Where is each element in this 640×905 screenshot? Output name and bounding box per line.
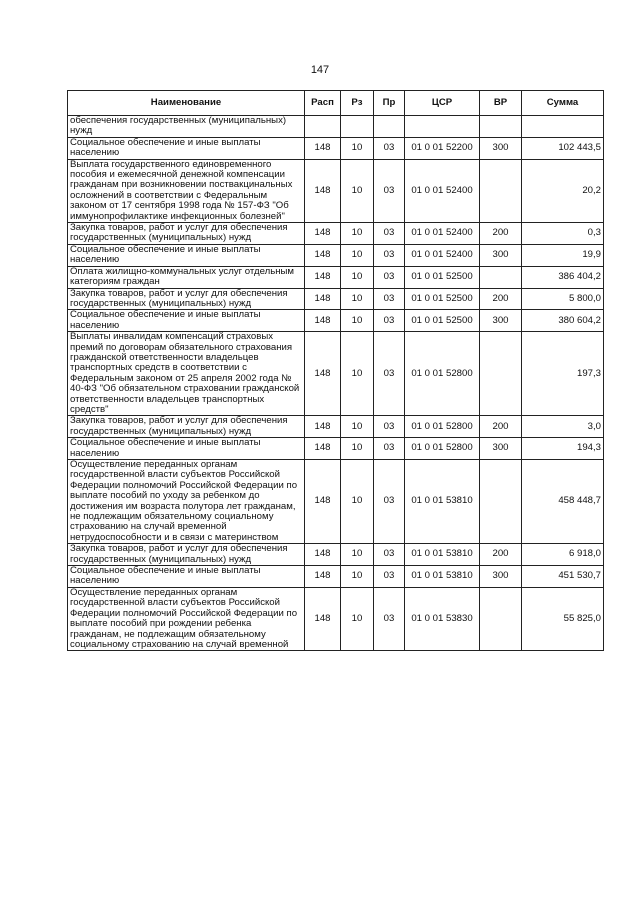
cell-rz: 10 bbox=[341, 460, 374, 544]
cell-vr: 200 bbox=[480, 416, 522, 438]
cell-name: обеспечения государственных (муниципальных) нужд bbox=[68, 116, 305, 138]
table-row bbox=[68, 460, 604, 544]
cell-sum bbox=[522, 116, 604, 138]
cell-rasp: 148 bbox=[305, 332, 341, 416]
cell-rasp: 148 bbox=[305, 310, 341, 332]
cell-sum: 0,3 bbox=[522, 223, 604, 245]
cell-rasp bbox=[305, 116, 341, 138]
cell-pr: 03 bbox=[374, 310, 405, 332]
table-row bbox=[68, 310, 604, 332]
cell-pr: 03 bbox=[374, 416, 405, 438]
cell-pr: 03 bbox=[374, 288, 405, 310]
cell-name: Выплата государственного единовременного пособия и ежемесячной денежной компенсации гражданам при возникновении поствакцинальных осложнений в соответствии с Федеральным законом от 17 сентября 1998 года № 157-ФЗ "Об иммунопрофилактике инфекционных болезней" bbox=[68, 159, 305, 222]
cell-rasp: 148 bbox=[305, 544, 341, 566]
cell-name: Оплата жилищно-коммунальных услуг отдельным категориям граждан bbox=[68, 266, 305, 288]
cell-csr: 01 0 01 52400 bbox=[405, 223, 480, 245]
cell-rz: 10 bbox=[341, 288, 374, 310]
cell-rz: 10 bbox=[341, 310, 374, 332]
cell-pr: 03 bbox=[374, 332, 405, 416]
budget-table bbox=[67, 90, 604, 651]
cell-pr: 03 bbox=[374, 266, 405, 288]
cell-rz: 10 bbox=[341, 332, 374, 416]
table-row bbox=[68, 159, 604, 222]
cell-vr: 200 bbox=[480, 544, 522, 566]
cell-name: Закупка товаров, работ и услуг для обеспечения государственных (муниципальных) нужд bbox=[68, 416, 305, 438]
cell-sum: 197,3 bbox=[522, 332, 604, 416]
cell-csr: 01 0 01 52800 bbox=[405, 332, 480, 416]
cell-csr: 01 0 01 52800 bbox=[405, 438, 480, 460]
cell-name: Социальное обеспечение и иные выплаты населению bbox=[68, 244, 305, 266]
cell-pr: 03 bbox=[374, 223, 405, 245]
cell-rz bbox=[341, 116, 374, 138]
cell-csr: 01 0 01 52200 bbox=[405, 137, 480, 159]
cell-vr: 200 bbox=[480, 223, 522, 245]
cell-vr: 300 bbox=[480, 137, 522, 159]
cell-rasp: 148 bbox=[305, 438, 341, 460]
cell-rz: 10 bbox=[341, 544, 374, 566]
cell-name: Осуществление переданных органам государственной власти субъектов Российской Федерации полномочий Российской Федерации по выплате пособий при рождении ребенка гражданам, не подлежащим обязательному социальному страхованию на случай временной bbox=[68, 587, 305, 650]
table-row bbox=[68, 544, 604, 566]
cell-vr: 300 bbox=[480, 566, 522, 588]
cell-rasp: 148 bbox=[305, 460, 341, 544]
cell-vr bbox=[480, 332, 522, 416]
cell-csr: 01 0 01 52500 bbox=[405, 266, 480, 288]
page-number: 147 bbox=[310, 64, 330, 76]
cell-pr: 03 bbox=[374, 460, 405, 544]
table-row bbox=[68, 244, 604, 266]
cell-vr bbox=[480, 159, 522, 222]
cell-csr: 01 0 01 52500 bbox=[405, 310, 480, 332]
cell-csr: 01 0 01 53810 bbox=[405, 460, 480, 544]
cell-name: Осуществление переданных органам государственной власти субъектов Российской Федерации полномочий Российской Федерации по выплате пособий по уходу за ребенком до достижения им возраста полутора лет гражданам, не подлежащим обязательному социальному страхованию на случай временной нетрудоспособности и в связи с материнством bbox=[68, 460, 305, 544]
cell-csr: 01 0 01 52800 bbox=[405, 416, 480, 438]
cell-vr bbox=[480, 266, 522, 288]
header-rz: Рз bbox=[341, 91, 374, 116]
cell-rasp: 148 bbox=[305, 266, 341, 288]
table-row bbox=[68, 288, 604, 310]
cell-vr bbox=[480, 460, 522, 544]
cell-rasp: 148 bbox=[305, 416, 341, 438]
cell-rasp: 148 bbox=[305, 288, 341, 310]
cell-vr bbox=[480, 116, 522, 138]
cell-rz: 10 bbox=[341, 566, 374, 588]
table-row bbox=[68, 266, 604, 288]
cell-pr: 03 bbox=[374, 244, 405, 266]
cell-name: Закупка товаров, работ и услуг для обеспечения государственных (муниципальных) нужд bbox=[68, 288, 305, 310]
cell-rz: 10 bbox=[341, 244, 374, 266]
cell-sum: 386 404,2 bbox=[522, 266, 604, 288]
cell-rasp: 148 bbox=[305, 223, 341, 245]
table-row bbox=[68, 137, 604, 159]
cell-rasp: 148 bbox=[305, 159, 341, 222]
cell-csr: 01 0 01 53810 bbox=[405, 566, 480, 588]
cell-rz: 10 bbox=[341, 587, 374, 650]
table-row bbox=[68, 116, 604, 138]
cell-vr: 300 bbox=[480, 438, 522, 460]
cell-rasp: 148 bbox=[305, 244, 341, 266]
table-row bbox=[68, 566, 604, 588]
cell-sum: 19,9 bbox=[522, 244, 604, 266]
cell-csr bbox=[405, 116, 480, 138]
cell-pr bbox=[374, 116, 405, 138]
cell-rz: 10 bbox=[341, 159, 374, 222]
cell-rasp: 148 bbox=[305, 566, 341, 588]
cell-rz: 10 bbox=[341, 416, 374, 438]
cell-pr: 03 bbox=[374, 137, 405, 159]
header-csr: ЦСР bbox=[405, 91, 480, 116]
cell-name: Социальное обеспечение и иные выплаты населению bbox=[68, 137, 305, 159]
cell-sum: 3,0 bbox=[522, 416, 604, 438]
cell-name: Социальное обеспечение и иные выплаты населению bbox=[68, 310, 305, 332]
cell-rz: 10 bbox=[341, 266, 374, 288]
cell-pr: 03 bbox=[374, 159, 405, 222]
header-row bbox=[68, 91, 604, 116]
header-sum: Сумма bbox=[522, 91, 604, 116]
cell-rz: 10 bbox=[341, 223, 374, 245]
cell-csr: 01 0 01 52400 bbox=[405, 244, 480, 266]
header-pr: Пр bbox=[374, 91, 405, 116]
header-rasp: Расп bbox=[305, 91, 341, 116]
cell-vr: 300 bbox=[480, 310, 522, 332]
cell-name: Закупка товаров, работ и услуг для обеспечения государственных (муниципальных) нужд bbox=[68, 544, 305, 566]
cell-sum: 55 825,0 bbox=[522, 587, 604, 650]
cell-vr: 200 bbox=[480, 288, 522, 310]
cell-sum: 20,2 bbox=[522, 159, 604, 222]
table-row bbox=[68, 438, 604, 460]
cell-sum: 5 800,0 bbox=[522, 288, 604, 310]
cell-sum: 451 530,7 bbox=[522, 566, 604, 588]
cell-sum: 6 918,0 bbox=[522, 544, 604, 566]
cell-pr: 03 bbox=[374, 544, 405, 566]
cell-pr: 03 bbox=[374, 587, 405, 650]
cell-name: Социальное обеспечение и иные выплаты населению bbox=[68, 438, 305, 460]
cell-rasp: 148 bbox=[305, 587, 341, 650]
header-name: Наименование bbox=[68, 91, 305, 116]
cell-sum: 102 443,5 bbox=[522, 137, 604, 159]
cell-pr: 03 bbox=[374, 438, 405, 460]
cell-name: Социальное обеспечение и иные выплаты населению bbox=[68, 566, 305, 588]
cell-vr: 300 bbox=[480, 244, 522, 266]
cell-sum: 458 448,7 bbox=[522, 460, 604, 544]
cell-csr: 01 0 01 52500 bbox=[405, 288, 480, 310]
cell-sum: 194,3 bbox=[522, 438, 604, 460]
cell-name: Выплаты инвалидам компенсаций страховых премий по договорам обязательного страхования гражданской ответственности владельцев транспортных средств в соответствии с Федеральным законом от 25 апреля 2002 года № 40-ФЗ "Об обязательном страховании гражданской ответственности владельцев транспортных средств" bbox=[68, 332, 305, 416]
cell-pr: 03 bbox=[374, 566, 405, 588]
cell-name: Закупка товаров, работ и услуг для обеспечения государственных (муниципальных) нужд bbox=[68, 223, 305, 245]
cell-csr: 01 0 01 52400 bbox=[405, 159, 480, 222]
table-row bbox=[68, 332, 604, 416]
cell-rz: 10 bbox=[341, 137, 374, 159]
cell-rasp: 148 bbox=[305, 137, 341, 159]
table-row bbox=[68, 587, 604, 650]
cell-csr: 01 0 01 53810 bbox=[405, 544, 480, 566]
cell-sum: 380 604,2 bbox=[522, 310, 604, 332]
table-row bbox=[68, 416, 604, 438]
cell-vr bbox=[480, 587, 522, 650]
cell-rz: 10 bbox=[341, 438, 374, 460]
table-row bbox=[68, 223, 604, 245]
cell-csr: 01 0 01 53830 bbox=[405, 587, 480, 650]
header-vr: ВР bbox=[480, 91, 522, 116]
